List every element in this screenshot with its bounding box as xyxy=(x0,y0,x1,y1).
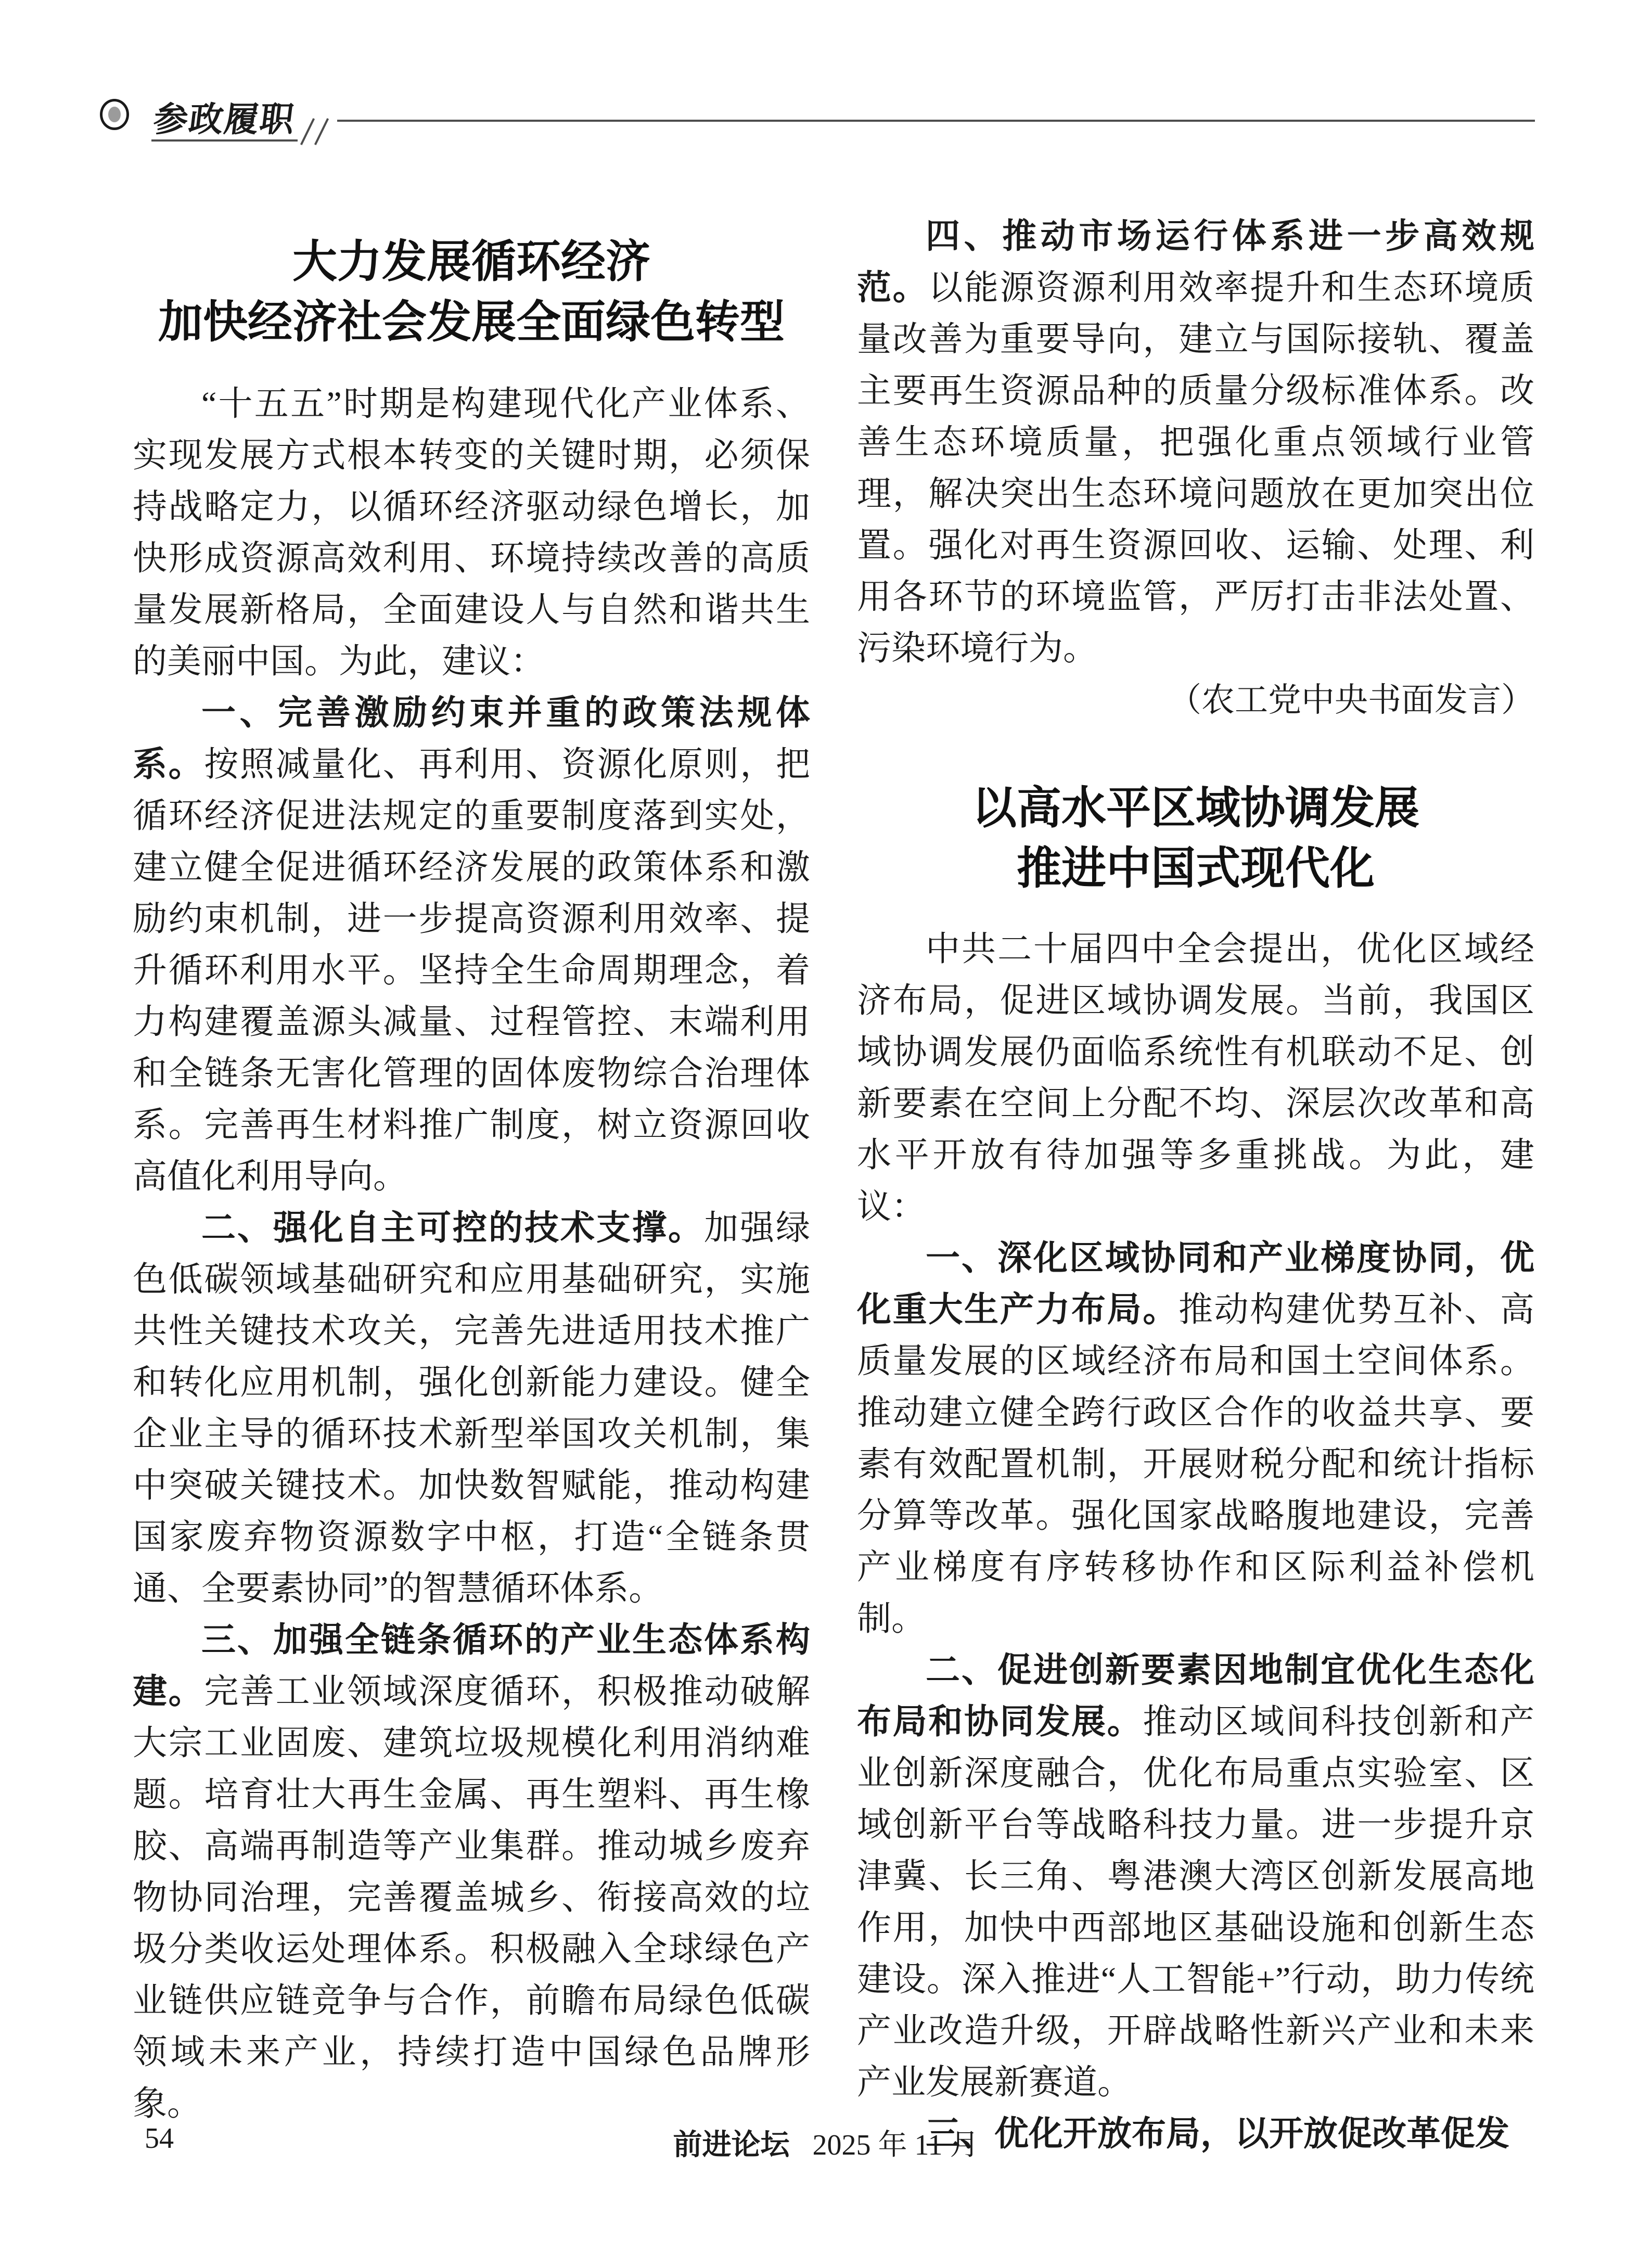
text-run: “十五五”时期是构建现代化产业体系、实现发展方式根本转变的关键时期，必须保持战略定力，以循环经济驱动绿色增长，加快形成资源高效利用、环境持续改善的高质量发展新格局，全面建设人与自然和谐共生的美丽中国。为此，建议： xyxy=(133,385,810,681)
text-run: 中共二十届四中全会提出，优化区域经济布局，促进区域协调发展。当前，我国区域协调发展仍面临系统性有机联动不足、创新要素在空间上分配不均、深层次改革和高水平开放有待加强等多重挑战。为此，建议： xyxy=(857,930,1534,1226)
section-bullet-icon xyxy=(100,99,129,130)
section-label: 参政履职 xyxy=(151,101,298,139)
paragraph xyxy=(857,1233,1534,1645)
article-title xyxy=(857,778,1534,899)
text-run: 推动构建优势互补、高质量发展的区域经济布局和国土空间体系。推动建立健全跨行政区合作的收益共享、要素有效配置机制，开展财税分配和统计指标分算等改革。强化国家战略腹地建设，完善产业梯度有序转移协作和区际利益补偿机制。 xyxy=(857,1291,1534,1638)
paragraph xyxy=(133,1615,810,2130)
article-columns xyxy=(133,211,1534,2160)
paragraph xyxy=(857,1645,1534,2108)
text-run: 推动区域间科技创新和产业创新深度融合，优化布局重点实验室、区域创新平台等战略科技力量。进一步提升京津冀、长三角、粤港澳大湾区创新发展高地作用，加快中西部地区基础设施和创新生态建设。深入推进“人工智能+”行动，助力传统产业改造升级，开辟战略性新兴产业和未来产业发展新赛道。 xyxy=(857,1703,1535,2102)
article-title-line: 加快经济社会发展全面绿色转型 xyxy=(158,297,785,347)
article-title-line: 推进中国式现代化 xyxy=(1017,843,1375,893)
text-run: 完善工业领域深度循环，积极推动破解大宗工业固废、建筑垃圾规模化利用消纳难题。培育壮大再生金属、再生塑料、再生橡胶、高端再制造等产业集群。推动城乡废弃物协同治理，完善覆盖城乡、衔接高效的垃圾分类收运处理体系。积极融入全球绿色产业链供应链竞争与合作，前瞻布局绿色低碳领域未来产业，持续打造中国绿色品牌形象。 xyxy=(133,1673,811,2123)
emphasis-run: 一、深化区域协同和产业梯度协同，优化重大生产力布局。 xyxy=(857,1239,1534,1329)
emphasis-run: 三、优化开放布局，以开放促改革促发 xyxy=(926,2115,1509,2153)
header-rule-lower xyxy=(151,139,298,142)
text-run: 按照减量化、再利用、资源化原则，把循环经济促进法规定的重要制度落到实处，建立健全促进循环经济发展的政策体系和激励约束机制，进一步提高资源利用效率、提升循环利用水平。坚持全生命周期理念，着力构建覆盖源头减量、过程管控、末端利用和全链条无害化管理的固体废物综合治理体系。完善再生材料推广制度，树立资源回收高值化利用导向。 xyxy=(133,746,811,1196)
emphasis-run: 二、促进创新要素因地制宜优化生态化布局和协同发展。 xyxy=(857,1651,1534,1741)
right-column xyxy=(857,211,1534,2160)
article-title-line: 以高水平区域协调发展 xyxy=(972,783,1419,833)
paragraph xyxy=(133,378,810,687)
footer-center xyxy=(0,2122,1652,2163)
bullet-dot xyxy=(108,107,121,122)
article-title-line: 大力发展循环经济 xyxy=(292,237,650,287)
emphasis-run: 一、完善激励约束并重的政策法规体系。 xyxy=(133,694,810,784)
issue-date: 2025 年 11 月 xyxy=(812,2129,979,2161)
paragraph xyxy=(857,211,1534,674)
left-column xyxy=(133,211,810,2130)
article-title xyxy=(133,232,810,352)
header-rule-upper xyxy=(337,120,1535,122)
paragraph xyxy=(133,1202,810,1615)
journal-name: 前进论坛 xyxy=(673,2129,790,2161)
text-run: 加强绿色低碳领域基础研究和应用基础研究，实施共性关键技术攻关，完善先进适用技术推广和转化应用机制，强化创新能力建设。健全企业主导的循环技术新型举国攻关机制，集中突破关键技术。加快数智赋能，推动构建国家废弃物资源数字中枢，打造“全链条贯通、全要素协同”的智慧循环体系。 xyxy=(133,1209,810,1608)
text-run: 以能源资源利用效率提升和生态环境质量改善为重要导向，建立与国际接轨、覆盖主要再生资源品种的质量分级标准体系。改善生态环境质量，把强化重点领域行业管理，解决突出生态环境问题放在更加突出位置。强化对再生资源回收、运输、处理、利用各环节的环境监管，严厉打击非法处置、污染环境行为。 xyxy=(857,269,1535,668)
header-slash-icon xyxy=(300,118,315,145)
header-slash-icon xyxy=(314,118,329,145)
paragraph xyxy=(857,924,1534,1233)
emphasis-run: 四、推动市场运行体系进一步高效规范。 xyxy=(857,217,1534,307)
attribution: （农工党中央书面发言） xyxy=(1168,682,1534,719)
page-number: 54 xyxy=(145,2122,174,2155)
emphasis-run: 二、强化自主可控的技术支撑。 xyxy=(201,1209,704,1247)
paragraph xyxy=(133,687,810,1202)
emphasis-run: 三、加强全链条循环的产业生态体系构建。 xyxy=(133,1621,810,1711)
